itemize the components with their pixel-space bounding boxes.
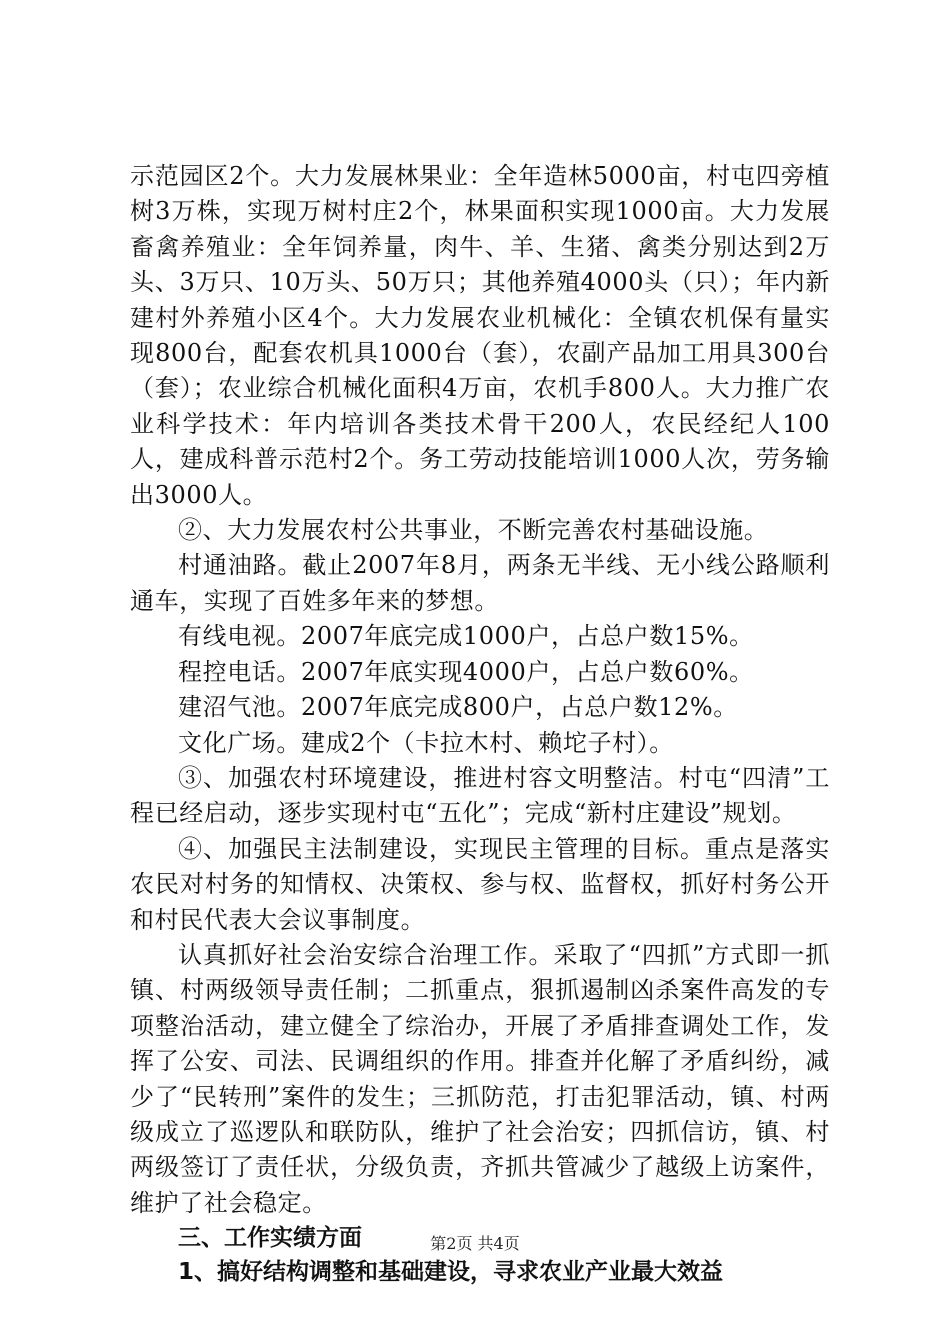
paragraph-roads: 村通油路。截止2007年8月，两条无半线、无小线公路顺利通车，实现了百姓多年来的梦想。 [130, 551, 830, 615]
paragraph-cable-tv: 有线电视。2007年底完成1000户，占总户数15%。 [178, 622, 754, 651]
paragraph-environment: ③、加强农村环境建设，推进村容文明整洁。村屯“四清”工程已经启动，逐步实现村屯“五化”；完成“新村庄建设”规划。 [130, 763, 830, 828]
section-heading: 三、工作实绩方面 [178, 1225, 362, 1252]
paragraph-democracy: ④、加强民主法制建设，实现民主管理的目标。重点是落实农民对村务的知情权、决策权、参与权、监督权，抓好村务公开和村民代表大会议事制度。 [130, 834, 830, 934]
paragraph-culture-square: 文化广场。建成2个（卡拉木村、赖坨子村）。 [178, 728, 674, 757]
paragraph-biogas: 建沼气池。2007年底完成800户，占总户数12%。 [178, 693, 738, 722]
subsection-heading: 1、搞好结构调整和基础建设，寻求农业产业最大效益 [178, 1259, 724, 1286]
paragraph-telephone: 程控电话。2007年底实现4000户，占总户数60%。 [178, 657, 754, 686]
paragraph-public-security: 认真抓好社会治安综合治理工作。采取了“四抓”方式即一抓镇、村两级领导责任制；二抓重点，狠抓遏制凶杀案件高发的专项整治活动，建立健全了综治办，开展了矛盾排查调处工作，发挥了公安、司法、民调组织的作用。排查并化解了矛盾纠纷，减少了“民转刑”案件的发生；三抓防范，打击犯罪活动，镇、村两级成立了巡逻队和联防队，维护了社会治安；四抓信访，镇、村两级签订了责任状，分级负责，齐抓共管减少了越级上访案件，维护了社会稳定。 [130, 940, 830, 1217]
paragraph-agriculture-development: 示范园区2个。大力发展林果业：全年造林5000亩，村屯四旁植树3万株，实现万树村庄2个，林果面积实现1000亩。大力发展畜禽养殖业：全年饲养量，肉牛、羊、生猪、禽类分别达到2万头、3万只、10万头、50万只；其他养殖4000头（只）；年内新建村外养殖小区4个。大力发展农业机械化：全镇农机保有量实现800台，配套农机具1000台（套），农副产品加工用具300台（套）；农业综合机械化面积4万亩，农机手800人。大力推广农业科学技术：年内培训各类技术骨干200人，农民经纪人100人，建成科普示范村2个。务工劳动技能培训1000人次，劳务输出3000人。 [130, 162, 830, 509]
document-body [130, 159, 830, 1289]
paragraph-public-affairs: ②、大力发展农村公共事业，不断完善农村基础设施。 [178, 516, 769, 545]
page-footer: 第2页 共4页 [430, 1234, 520, 1253]
